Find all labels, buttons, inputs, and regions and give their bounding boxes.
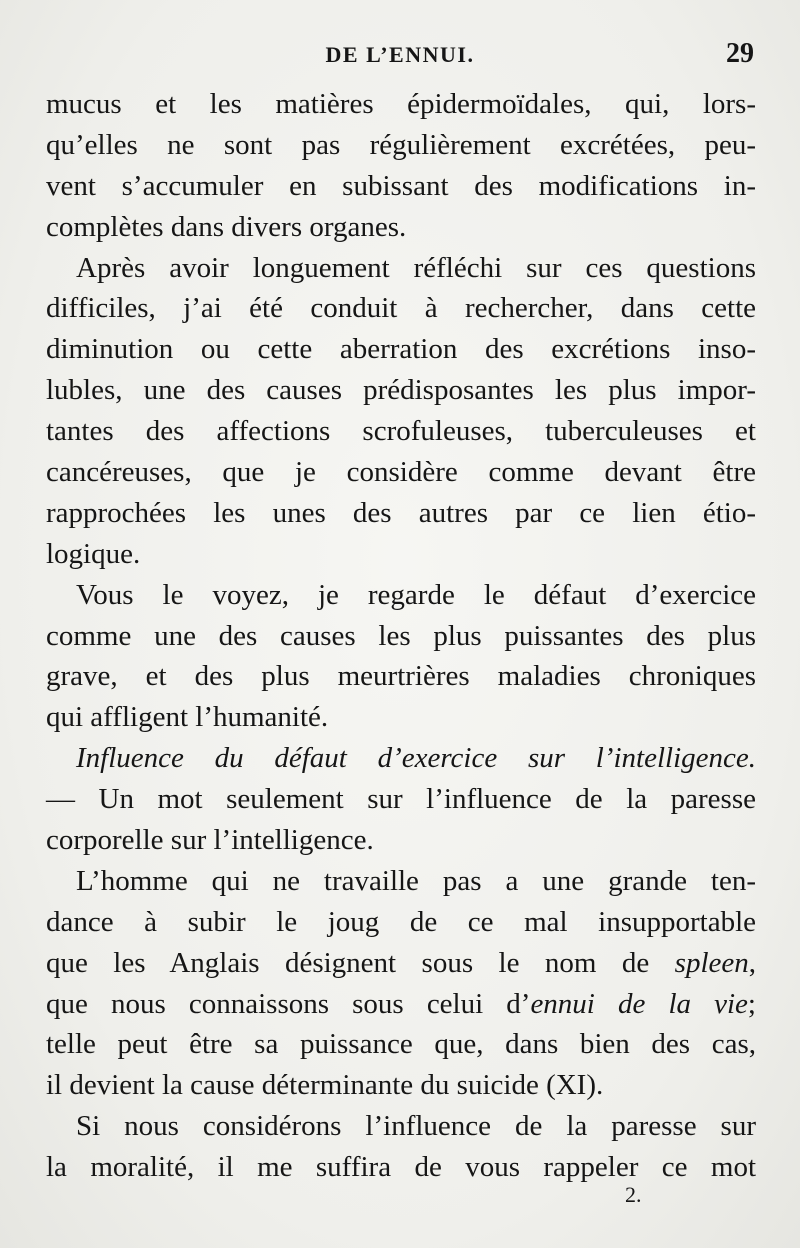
line-text: la moralité, il me suffira de vous rappeler ce mot — [46, 1151, 756, 1184]
text-line — [46, 1147, 756, 1188]
line-text: comme une des causes les plus puissantes des plus — [46, 619, 756, 652]
text-line — [46, 411, 756, 452]
text-line — [46, 861, 756, 902]
line-text: telle peut être sa puissance que, dans bien des cas, — [46, 1028, 756, 1061]
line-text: difficiles, j’ai été conduit à rechercher, dans cette — [46, 292, 756, 325]
text-line — [46, 984, 756, 1025]
body-text — [46, 84, 756, 1188]
line-text: rapprochées les unes des autres par ce lien étio- — [46, 496, 756, 529]
line-text: Si nous considérons l’influence de la paresse sur — [76, 1110, 756, 1143]
text-line — [46, 656, 756, 697]
line-text: corporelle sur l’intelligence. — [46, 824, 374, 857]
text-line — [46, 166, 756, 207]
text-line — [46, 1024, 756, 1065]
text-line — [46, 616, 756, 657]
text-line — [46, 534, 756, 575]
line-text: qu’elles ne sont pas régulièrement excrétées, peu- — [46, 128, 756, 161]
text-line — [46, 288, 756, 329]
punctuation: , — [748, 946, 756, 979]
text-line — [46, 738, 756, 779]
line-text: complètes dans divers organes. — [46, 210, 407, 243]
line-text: que les Anglais désignent sous le nom de — [46, 946, 675, 979]
text-line — [46, 902, 756, 943]
text-line — [46, 575, 756, 616]
text-line — [46, 493, 756, 534]
running-head: DE L’ENNUI. — [325, 42, 475, 67]
page-number: 29 — [726, 38, 754, 69]
text-line — [46, 248, 756, 289]
text-line — [46, 697, 756, 738]
line-text: cancéreuses, que je considère comme devant être — [46, 456, 756, 489]
text-line — [46, 84, 756, 125]
text-line — [46, 779, 756, 820]
text-line — [46, 820, 756, 861]
line-text: vent s’accumuler en subissant des modifications in- — [46, 169, 756, 202]
text-line — [46, 1106, 756, 1147]
punctuation: ; — [747, 987, 756, 1020]
text-line — [46, 1065, 756, 1106]
line-text: lubles, une des causes prédisposantes les plus impor- — [46, 374, 756, 407]
line-text: logique. — [46, 537, 141, 570]
text-line — [46, 452, 756, 493]
line-text: tantes des affections scrofuleuses, tuberculeuses et — [46, 415, 756, 448]
line-text: mucus et les matières épidermoïdales, qui, lors- — [46, 88, 756, 120]
signature-mark: 2. — [625, 1182, 642, 1207]
page-header — [46, 38, 754, 78]
text-line — [46, 943, 756, 984]
line-text: Vous le voyez, je regarde le défaut d’exercice — [76, 578, 756, 611]
line-text: — Un mot seulement sur l’influence de la paresse — [46, 783, 756, 816]
emphasized-text: spleen — [674, 946, 749, 979]
text-line — [46, 329, 756, 370]
emphasized-text: ennui de la vie — [530, 987, 748, 1020]
line-text: qui affligent l’humanité. — [46, 701, 329, 734]
italic-heading-text: Influence du défaut d’exercice sur l’intelligence. — [76, 742, 756, 775]
line-text: grave, et des plus meurtrières maladies chroniques — [46, 660, 756, 693]
line-text: Après avoir longuement réfléchi sur ces questions — [76, 251, 756, 284]
line-text: dance à subir le joug de ce mal insupportable — [46, 905, 756, 938]
text-line — [46, 125, 756, 166]
text-line — [46, 370, 756, 411]
line-text: que nous connaissons sous celui d’ — [46, 987, 531, 1020]
line-text: diminution ou cette aberration des excrétions inso- — [46, 333, 756, 366]
text-line — [46, 207, 756, 248]
line-text: L’homme qui ne travaille pas a une grande ten- — [76, 864, 756, 897]
line-text: il devient la cause déterminante du suicide (XI). — [46, 1069, 604, 1102]
